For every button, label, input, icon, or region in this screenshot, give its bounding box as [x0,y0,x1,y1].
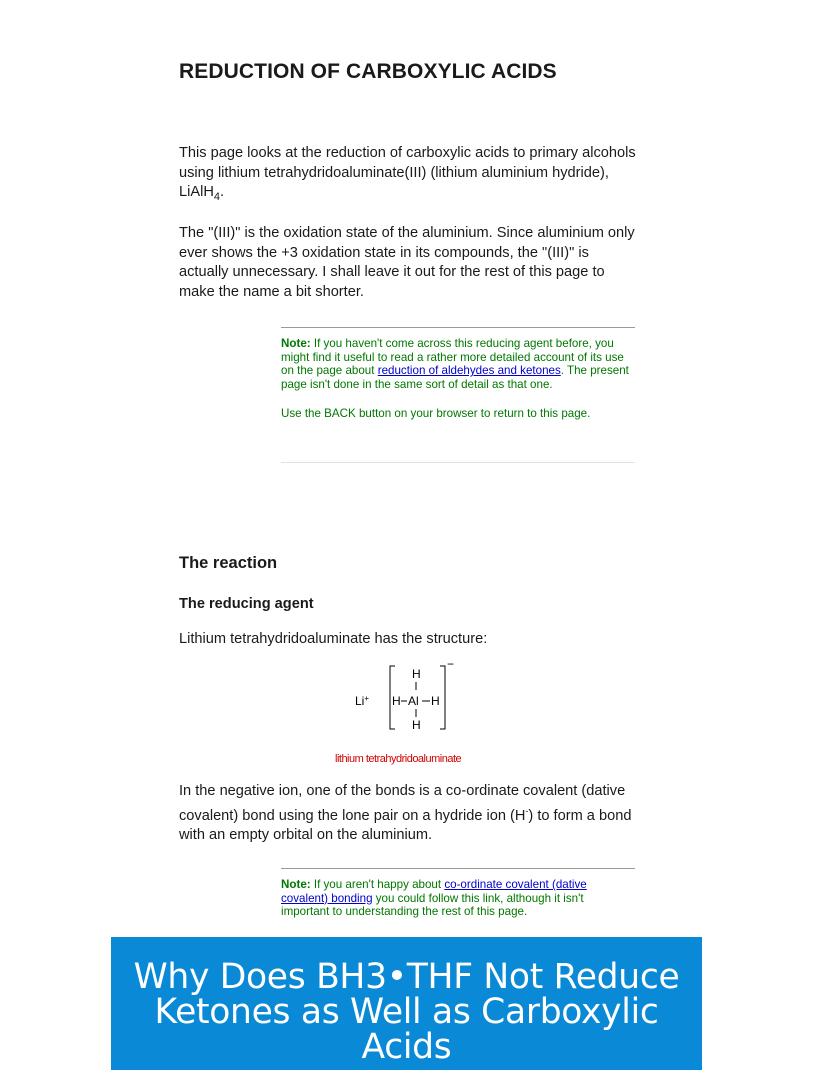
formula-subscript: 4 [213,191,220,204]
intro-text: This page looks at the reduction of carboxylic acids to primary alcohols using lithium tetrahydridoaluminate(III) (lithium aluminium hydride), LiAlH [179,145,636,201]
note-text-after: . The present page isn't done in the same sort of detail as that one. [281,364,629,391]
intro-paragraph-1 [179,144,639,208]
dative-bonding-link[interactable]: co-ordinate covalent (dative covalent) bonding [281,878,587,905]
note-box-aldehydes [281,327,635,463]
page-title: REDUCTION OF CARBOXYLIC ACIDS [179,60,557,83]
hydrogen-bottom: H [412,718,421,732]
back-instruction: Use the BACK button on your browser to return to this page. [281,407,591,421]
note2-text-after: you could follow this link, although it isn't important to understanding the rest of this page. [281,891,584,919]
structure-caption: lithium tetrahydridoaluminate [335,753,462,765]
lithium-cation: Li+ [355,694,370,708]
question-banner: Why Does BH3•THF Not Reduce Ketones as Well as Carboxylic Acids [111,937,702,1070]
subsection-heading: The reducing agent [179,596,314,612]
section-heading: The reaction [179,554,278,572]
negative-ion-paragraph [179,782,639,846]
note-box-dative-bonding [281,868,635,938]
structure-intro: Lithium tetrahydridoaluminate has the structure: [179,631,488,647]
hydrogen-left: H [392,694,401,708]
note-label: Note: [281,337,311,350]
note-text-2 [281,878,635,919]
note-label-2: Note: [281,878,311,891]
hydrogen-right: H [431,694,440,708]
lithium-tetrahydridoaluminate-structure [350,660,460,740]
note-text-before: If you haven't come across this reducing agent before, you might find it useful to read a rather more detailed account of its use on the page about [281,337,624,378]
anion-charge: − [447,660,455,671]
right-bracket [440,666,445,729]
note2-text-before: If you aren't happy about [310,878,445,891]
hydride-charge: - [525,805,529,816]
aldehydes-ketones-link[interactable]: reduction of aldehydes and ketones [377,364,561,378]
negative-ion-text: In the negative ion, one of the bonds is a co-ordinate covalent (dative covalent) bond using the lone pair on a hydride ion (H [179,783,626,824]
hydrogen-top: H [412,667,421,681]
negative-ion-text-end: ) to form a bond with an empty orbital on the aluminium. [179,807,632,844]
note-text [281,337,635,391]
intro-paragraph-2: The "(III)" is the oxidation state of the aluminium. Since aluminium only ever shows the +3 oxidation state in its compounds, the "(III)" is actually unnecessary. I shall leave it out for the rest of this page to make the name a bit shorter. [179,225,635,300]
intro-period: . [220,184,225,201]
aluminium-atom: Al [408,694,419,708]
